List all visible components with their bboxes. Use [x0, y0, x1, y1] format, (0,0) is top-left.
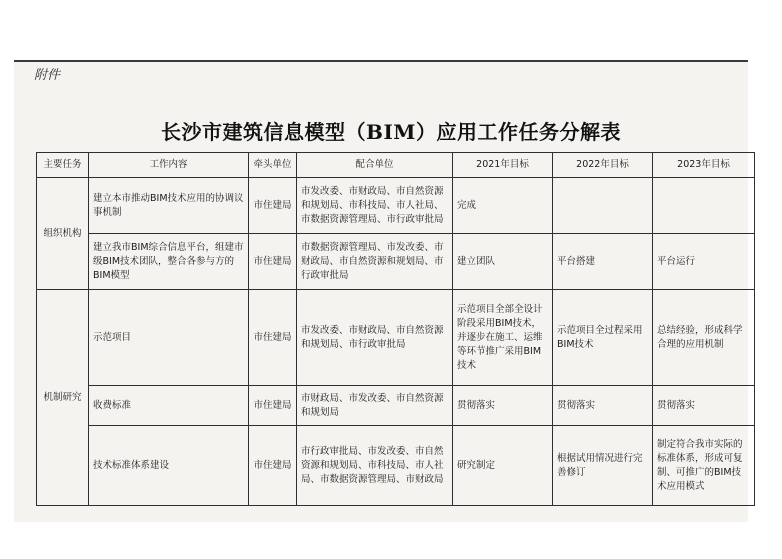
goal-2022-cell	[553, 178, 653, 234]
header-main-task: 主要任务	[37, 153, 89, 178]
task-cell: 机制研究	[37, 290, 89, 506]
lead-unit-cell: 市住建局	[249, 426, 297, 506]
content-cell: 技术标准体系建设	[89, 426, 249, 506]
lead-unit-cell: 市住建局	[249, 178, 297, 234]
goal-2021-cell: 示范项目全部全设计阶段采用BIM技术，并逐步在施工、运维等环节推广采用BIM技术	[453, 290, 553, 386]
partner-units-cell: 市数据资源管理局、市发改委、市财政局、市自然资源和规划局、市行政审批局	[297, 234, 453, 290]
partner-units-cell: 市行政审批局、市发改委、市自然资源和规划局、市科技局、市人社局、市数据资源管理局、市财政局	[297, 426, 453, 506]
task-cell: 组织机构	[37, 178, 89, 290]
content-cell: 收费标准	[89, 386, 249, 426]
goal-2023-cell: 总结经验，形成科学合理的应用机制	[653, 290, 755, 386]
task-breakdown-table	[36, 152, 755, 506]
content-cell: 建立我市BIM综合信息平台，组建市级BIM技术团队，整合各参与方的BIM模型	[89, 234, 249, 290]
content-cell: 建立本市推动BIM技术应用的协调议事机制	[89, 178, 249, 234]
header-work-content: 工作内容	[89, 153, 249, 178]
annex-label: 附件	[34, 68, 61, 83]
table-row	[37, 386, 755, 426]
partner-units-cell: 市发改委、市财政局、市自然资源和规划局、市科技局、市人社局、市数据资源管理局、市行政审批局	[297, 178, 453, 234]
content-cell: 示范项目	[89, 290, 249, 386]
table-row	[37, 426, 755, 506]
goal-2023-cell: 制定符合我市实际的标准体系，形成可复制、可推广的BIM技术应用模式	[653, 426, 755, 506]
header-goal-2021: 2021年目标	[453, 153, 553, 178]
header-goal-2023: 2023年目标	[653, 153, 755, 178]
table-row	[37, 178, 755, 234]
goal-2021-cell: 贯彻落实	[453, 386, 553, 426]
partner-units-cell: 市发改委、市财政局、市自然资源和规划局、市行政审批局	[297, 290, 453, 386]
goal-2023-cell: 平台运行	[653, 234, 755, 290]
goal-2022-cell: 根据试用情况进行完善修订	[553, 426, 653, 506]
table-row	[37, 290, 755, 386]
partner-units-cell: 市财政局、市发改委、市自然资源和规划局	[297, 386, 453, 426]
header-goal-2022: 2022年目标	[553, 153, 653, 178]
table-header-row	[37, 153, 755, 178]
document-title: 长沙市建筑信息模型（BIM）应用工作任务分解表	[161, 120, 621, 144]
goal-2021-cell: 完成	[453, 178, 553, 234]
goal-2022-cell: 贯彻落实	[553, 386, 653, 426]
goal-2023-cell	[653, 178, 755, 234]
table-row	[37, 234, 755, 290]
lead-unit-cell: 市住建局	[249, 290, 297, 386]
goal-2022-cell: 示范项目全过程采用BIM技术	[553, 290, 653, 386]
lead-unit-cell: 市住建局	[249, 386, 297, 426]
goal-2023-cell: 贯彻落实	[653, 386, 755, 426]
goal-2022-cell: 平台搭建	[553, 234, 653, 290]
header-lead-unit: 牵头单位	[249, 153, 297, 178]
header-partner-units: 配合单位	[297, 153, 453, 178]
goal-2021-cell: 研究制定	[453, 426, 553, 506]
goal-2021-cell: 建立团队	[453, 234, 553, 290]
lead-unit-cell: 市住建局	[249, 234, 297, 290]
